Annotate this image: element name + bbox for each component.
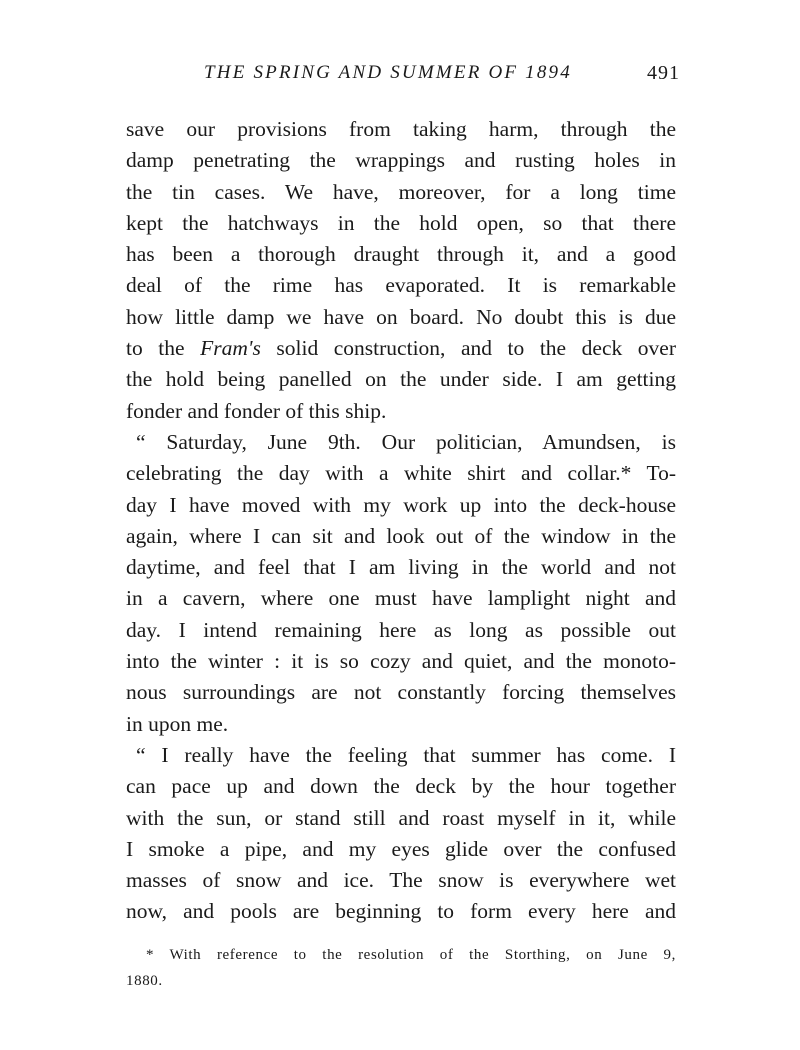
text-line: now, and pools are beginning to form every here and (126, 899, 676, 924)
running-head (120, 62, 680, 92)
text-line: celebrating the day with a white shirt and collar.* To- (126, 461, 676, 486)
text-line: in upon me. (126, 711, 229, 736)
footnote-line: 1880. (126, 973, 163, 989)
text-line: day I have moved with my work up into the deck-house (126, 492, 676, 517)
text-line: “ Saturday, June 9th. Our politician, Amundsen, is (136, 429, 676, 454)
ship-name-italic: Fram's (200, 336, 261, 361)
text-line-with-italic (126, 333, 676, 364)
text-line: the hold being panelled on the under side. I am getting (126, 367, 676, 392)
text-line: fonder and fonder of this ship. (126, 398, 387, 423)
text-line: again, where I can sit and look out of the window in the (126, 523, 676, 548)
text-line: with the sun, or stand still and roast myself in it, while (126, 805, 676, 830)
text-line: how little damp we have on board. No doubt this is due (126, 304, 676, 329)
text-line: day. I intend remaining here as long as possible out (126, 617, 676, 642)
footnote (126, 942, 676, 994)
text-line: I smoke a pipe, and my eyes glide over the confused (126, 836, 676, 861)
text-segment: solid construction, and to the deck over (260, 336, 676, 361)
running-title: THE SPRING AND SUMMER OF 1894 (204, 62, 572, 83)
text-line: kept the hatchways in the hold open, so that there (126, 210, 676, 235)
text-line: into the winter : it is so cozy and quiet, and the monoto- (126, 649, 676, 674)
text-segment: to the (126, 336, 201, 361)
text-line: deal of the rime has evaporated. It is remarkable (126, 273, 676, 298)
text-line: the tin cases. We have, moreover, for a long time (126, 179, 676, 204)
text-line: “ I really have the feeling that summer has come. I (136, 742, 676, 767)
text-line: daytime, and feel that I am living in the world and not (126, 555, 676, 580)
text-line: masses of snow and ice. The snow is everywhere wet (126, 868, 676, 893)
text-line: nous surroundings are not constantly forcing themselves (126, 680, 676, 705)
text-line: damp penetrating the wrappings and rusting holes in (126, 148, 676, 173)
footnote-line: * With reference to the resolution of the Storthing, on June 9, (146, 947, 676, 963)
text-line: has been a thorough draught through it, and a good (126, 242, 676, 267)
text-line: save our provisions from taking harm, through the (126, 117, 676, 141)
text-line: can pace up and down the deck by the hour together (126, 774, 676, 799)
text-line: in a cavern, where one must have lamplight night and (126, 586, 676, 611)
page-number: 491 (647, 62, 680, 84)
body-text (126, 114, 676, 928)
